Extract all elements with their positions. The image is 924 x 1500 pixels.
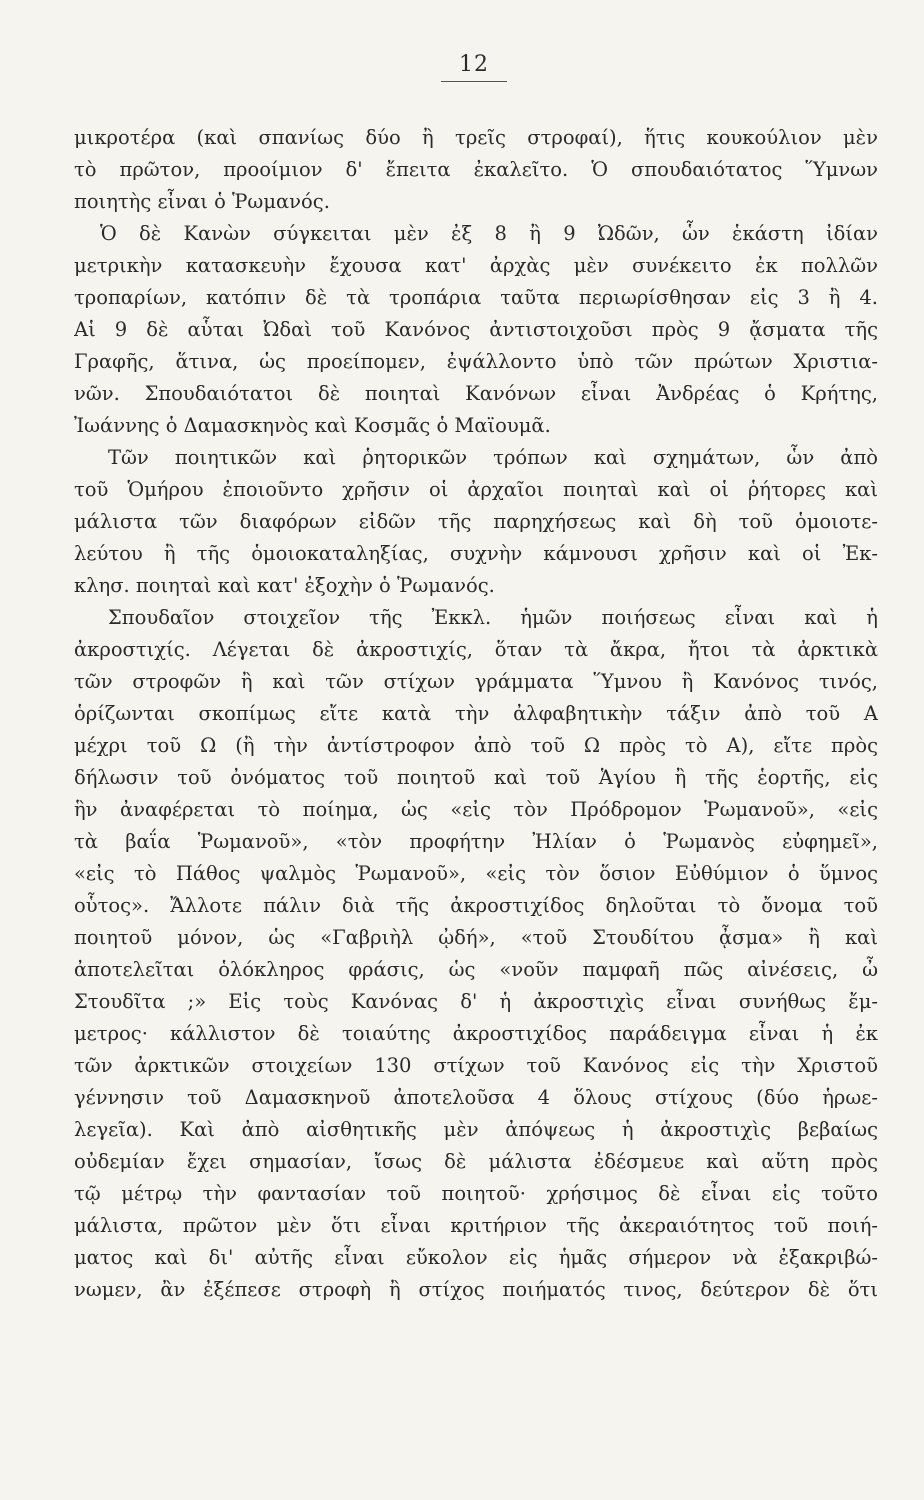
- text-line: ὁρίζωνται σκοπίμως εἴτε κατὰ τὴν ἀλφαβητικὴν τάξιν ἀπὸ τοῦ Α: [74, 702, 878, 725]
- text-line: τοῦ Ὁμήρου ἐποιοῦντο χρῆσιν οἱ ἀρχαῖοι ποιηταὶ καὶ οἱ ῥήτορες καὶ: [74, 478, 878, 501]
- text-line: ποιητοῦ μόνον, ὡς «Γαβριὴλ ᾠδή», «τοῦ Στουδίτου ᾆσμα» ἢ καὶ: [74, 926, 878, 949]
- text-line: μάλιστα τῶν διαφόρων εἰδῶν τῆς παρηχήσεως καὶ δὴ τοῦ ὁμοιοτε-: [74, 510, 878, 533]
- text-line: ἣν ἀναφέρεται τὸ ποίημα, ὡς «εἰς τὸν Πρόδρομον Ῥωμανοῦ», «εἰς: [74, 798, 878, 821]
- text-line: οὗτος». Ἄλλοτε πάλιν διὰ τῆς ἀκροστιχίδος δηλοῦται τὸ ὄνομα τοῦ: [74, 894, 878, 917]
- text-line: οὐδεμίαν ἔχει σημασίαν, ἴσως δὲ μάλιστα ἐδέσμευε καὶ αὕτη πρὸς: [74, 1150, 878, 1173]
- text-line: Σπουδαῖον στοιχεῖον τῆς Ἐκκλ. ἡμῶν ποιήσεως εἶναι καὶ ἡ: [108, 606, 878, 629]
- text-line: ἀποτελεῖται ὁλόκληρος φράσις, ὡς «νοῦν παμφαῆ πῶς αἰνέσεις, ὦ: [74, 958, 878, 981]
- text-line: «εἰς τὸ Πάθος ψαλμὸς Ῥωμανοῦ», «εἰς τὸν ὅσιον Εὐθύμιον ὁ ὕμνος: [74, 862, 878, 885]
- text-line: Αἱ 9 δὲ αὗται Ὠδαὶ τοῦ Κανόνος ἀντιστοιχοῦσι πρὸς 9 ᾄσματα τῆς: [74, 318, 878, 341]
- text-line: μικροτέρα (καὶ σπανίως δύο ἢ τρεῖς στροφαί), ἥτις κουκούλιον μὲν: [74, 126, 878, 149]
- text-line: νωμεν, ἂν ἐξέπεσε στροφὴ ἢ στίχος ποιήματός τινος, δεύτερον δὲ ὅτι: [74, 1278, 878, 1301]
- text-line: Ἰωάννης ὁ Δαμασκηνὸς καὶ Κοσμᾶς ὁ Μαϊουμᾶ.: [74, 414, 551, 437]
- text-line: μάλιστα, πρῶτον μὲν ὅτι εἶναι κριτήριον τῆς ἀκεραιότητος τοῦ ποιή-: [74, 1214, 878, 1237]
- page-number-rule: [441, 81, 507, 82]
- text-line: λεύτου ἢ τῆς ὁμοιοκαταληξίας, συχνὴν κάμνουσι χρῆσιν καὶ οἱ Ἐκ-: [74, 542, 878, 565]
- text-line: μετρος· κάλλιστον δὲ τοιαύτης ἀκροστιχίδος παράδειγμα εἶναι ἡ ἐκ: [74, 1022, 878, 1045]
- body-text: [74, 122, 878, 1306]
- text-line: τῶν ἀρκτικῶν στοιχείων 130 στίχων τοῦ Κανόνος εἰς τὴν Χριστοῦ: [74, 1054, 878, 1077]
- text-line: ἀκροστιχίς. Λέγεται δὲ ἀκροστιχίς, ὅταν τὰ ἄκρα, ἤτοι τὰ ἀρκτικὰ: [74, 638, 878, 661]
- text-line: κλησ. ποιηταὶ καὶ κατ' ἐξοχὴν ὁ Ῥωμανός.: [74, 574, 495, 597]
- text-line: γέννησιν τοῦ Δαμασκηνοῦ ἀποτελοῦσα 4 ὅλους στίχους (δύο ἡρωε-: [74, 1086, 878, 1109]
- text-line: μετρικὴν κατασκευὴν ἔχουσα κατ' ἀρχὰς μὲν συνέκειτο ἐκ πολλῶν: [74, 254, 878, 277]
- text-line: Ὁ δὲ Κανὼν σύγκειται μὲν ἐξ 8 ἢ 9 Ὠδῶν, ὧν ἑκάστη ἰδίαν: [100, 222, 878, 245]
- text-line: μέχρι τοῦ Ω (ἢ τὴν ἀντίστροφον ἀπὸ τοῦ Ω πρὸς τὸ Α), εἴτε πρὸς: [74, 734, 878, 757]
- text-line: τῷ μέτρῳ τὴν φαντασίαν τοῦ ποιητοῦ· χρήσιμος δὲ εἶναι εἰς τοῦτο: [74, 1182, 878, 1205]
- text-line: νῶν. Σπουδαιότατοι δὲ ποιηταὶ Κανόνων εἶναι Ἀνδρέας ὁ Κρήτης,: [74, 382, 878, 405]
- text-line: τῶν στροφῶν ἢ καὶ τῶν στίχων γράμματα Ὕμνου ἢ Κανόνος τινός,: [74, 670, 878, 693]
- text-line: τὸ πρῶτον, προοίμιον δ' ἔπειτα ἐκαλεῖτο. Ὁ σπουδαιότατος Ὕμνων: [74, 158, 878, 181]
- text-line: Στουδῖτα ;» Εἰς τοὺς Κανόνας δ' ἡ ἀκροστιχὶς εἶναι συνήθως ἔμ-: [74, 990, 878, 1013]
- text-line: τροπαρίων, κατόπιν δὲ τὰ τροπάρια ταῦτα περιωρίσθησαν εἰς 3 ἢ 4.: [74, 286, 878, 309]
- text-line: ποιητὴς εἶναι ὁ Ῥωμανός.: [74, 190, 330, 213]
- text-line: δήλωσιν τοῦ ὀνόματος τοῦ ποιητοῦ καὶ τοῦ Ἁγίου ἢ τῆς ἑορτῆς, εἰς: [74, 766, 878, 789]
- text-line: ματος καὶ δι' αὐτῆς εἶναι εὔκολον εἰς ἡμᾶς σήμερον νὰ ἐξακριβώ-: [74, 1246, 878, 1269]
- page-number: 12: [459, 52, 489, 77]
- text-line: Τῶν ποιητικῶν καὶ ῥητορικῶν τρόπων καὶ σχημάτων, ὧν ἀπὸ: [108, 446, 878, 469]
- text-line: Γραφῆς, ἅτινα, ὡς προείπομεν, ἐψάλλοντο ὑπὸ τῶν πρώτων Χριστια-: [74, 350, 878, 373]
- text-line: τὰ βαΐα Ῥωμανοῦ», «τὸν προφήτην Ἠλίαν ὁ Ῥωμανὸς εὐφημεῖ»,: [74, 830, 878, 853]
- text-line: λεγεῖα). Καὶ ἀπὸ αἰσθητικῆς μὲν ἀπόψεως ἡ ἀκροστιχὶς βεβαίως: [74, 1118, 878, 1141]
